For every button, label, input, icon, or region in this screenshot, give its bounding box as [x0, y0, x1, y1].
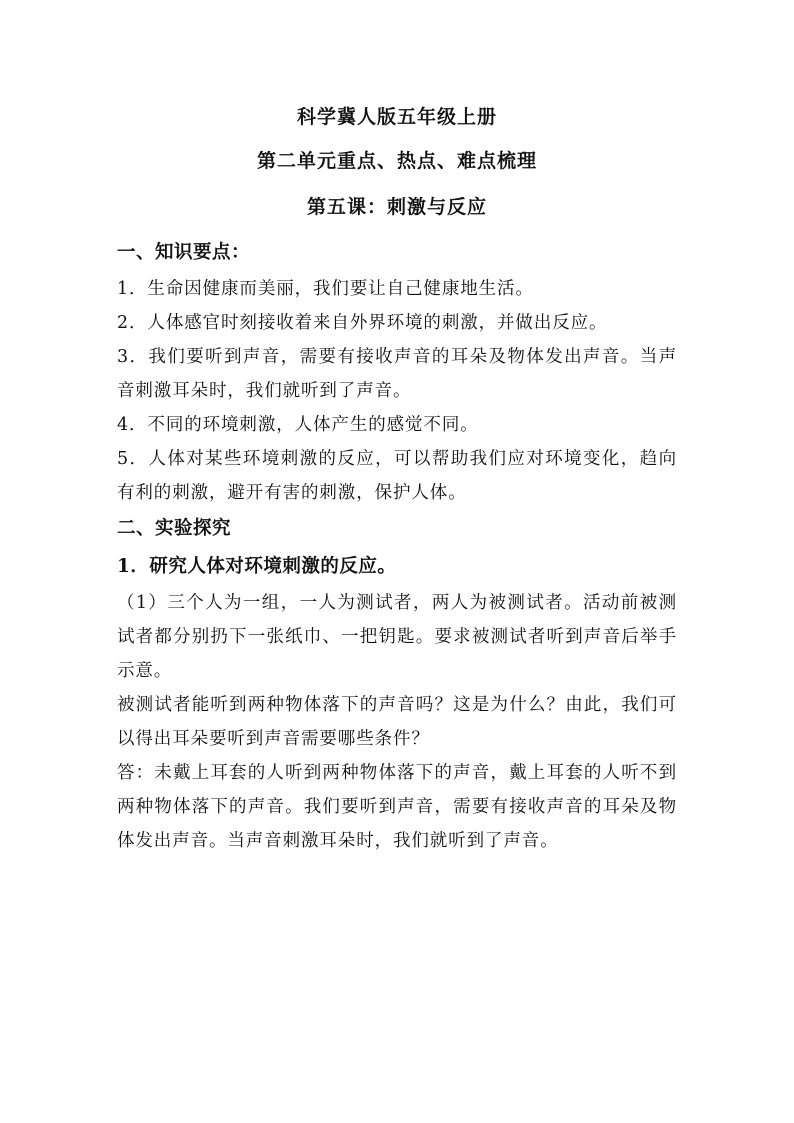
- section-heading-knowledge: 一、知识要点：: [117, 242, 251, 263]
- knowledge-item-4: 4．不同的环境刺激，人体产生的感觉不同。: [117, 415, 479, 435]
- experiment-answer: 答：未戴上耳套的人听到两种物体落下的声音，戴上耳套的人听不到两种物体落下的声音。我们要听到声音，需要有接收声音的耳朵及物体发出声音。当声音刺激耳朵时，我们就听到了声音。: [117, 763, 677, 851]
- knowledge-item-1: 1．生命因健康而美丽，我们要让自己健康地生活。: [117, 279, 534, 299]
- doc-title: 科学冀人版五年级上册: [296, 106, 497, 128]
- experiment-question: 被测试者能听到两种物体落下的声音吗？这是为什么？由此，我们可以得出耳朵要听到声音需要哪些条件？: [117, 695, 677, 749]
- section-heading-experiment: 二、实验探究: [117, 518, 232, 539]
- knowledge-item-3: 3．我们要听到声音，需要有接收声音的耳朵及物体发出声音。当声音刺激耳朵时，我们就听到了声音。: [117, 347, 677, 401]
- knowledge-item-5: 5．人体对某些环境刺激的反应，可以帮助我们应对环境变化，趋向有利的刺激，避开有害的刺激，保护人体。: [117, 449, 677, 503]
- knowledge-item-2: 2．人体感官时刻接收着来自外界环境的刺激，并做出反应。: [117, 313, 608, 333]
- lesson-title: 第五课：刺激与反应: [306, 196, 487, 218]
- experiment-subheading: 1．研究人体对环境刺激的反应。: [117, 556, 397, 577]
- doc-subtitle: 第二单元重点、热点、难点梳理: [256, 150, 537, 172]
- experiment-step-1: （1）三个人为一组，一人为测试者，两人为被测试者。活动前被测试者都分别扔下一张纸巾、一把钥匙。要求被测试者听到声音后举手示意。: [117, 593, 677, 681]
- document-page: [117, 98, 677, 858]
